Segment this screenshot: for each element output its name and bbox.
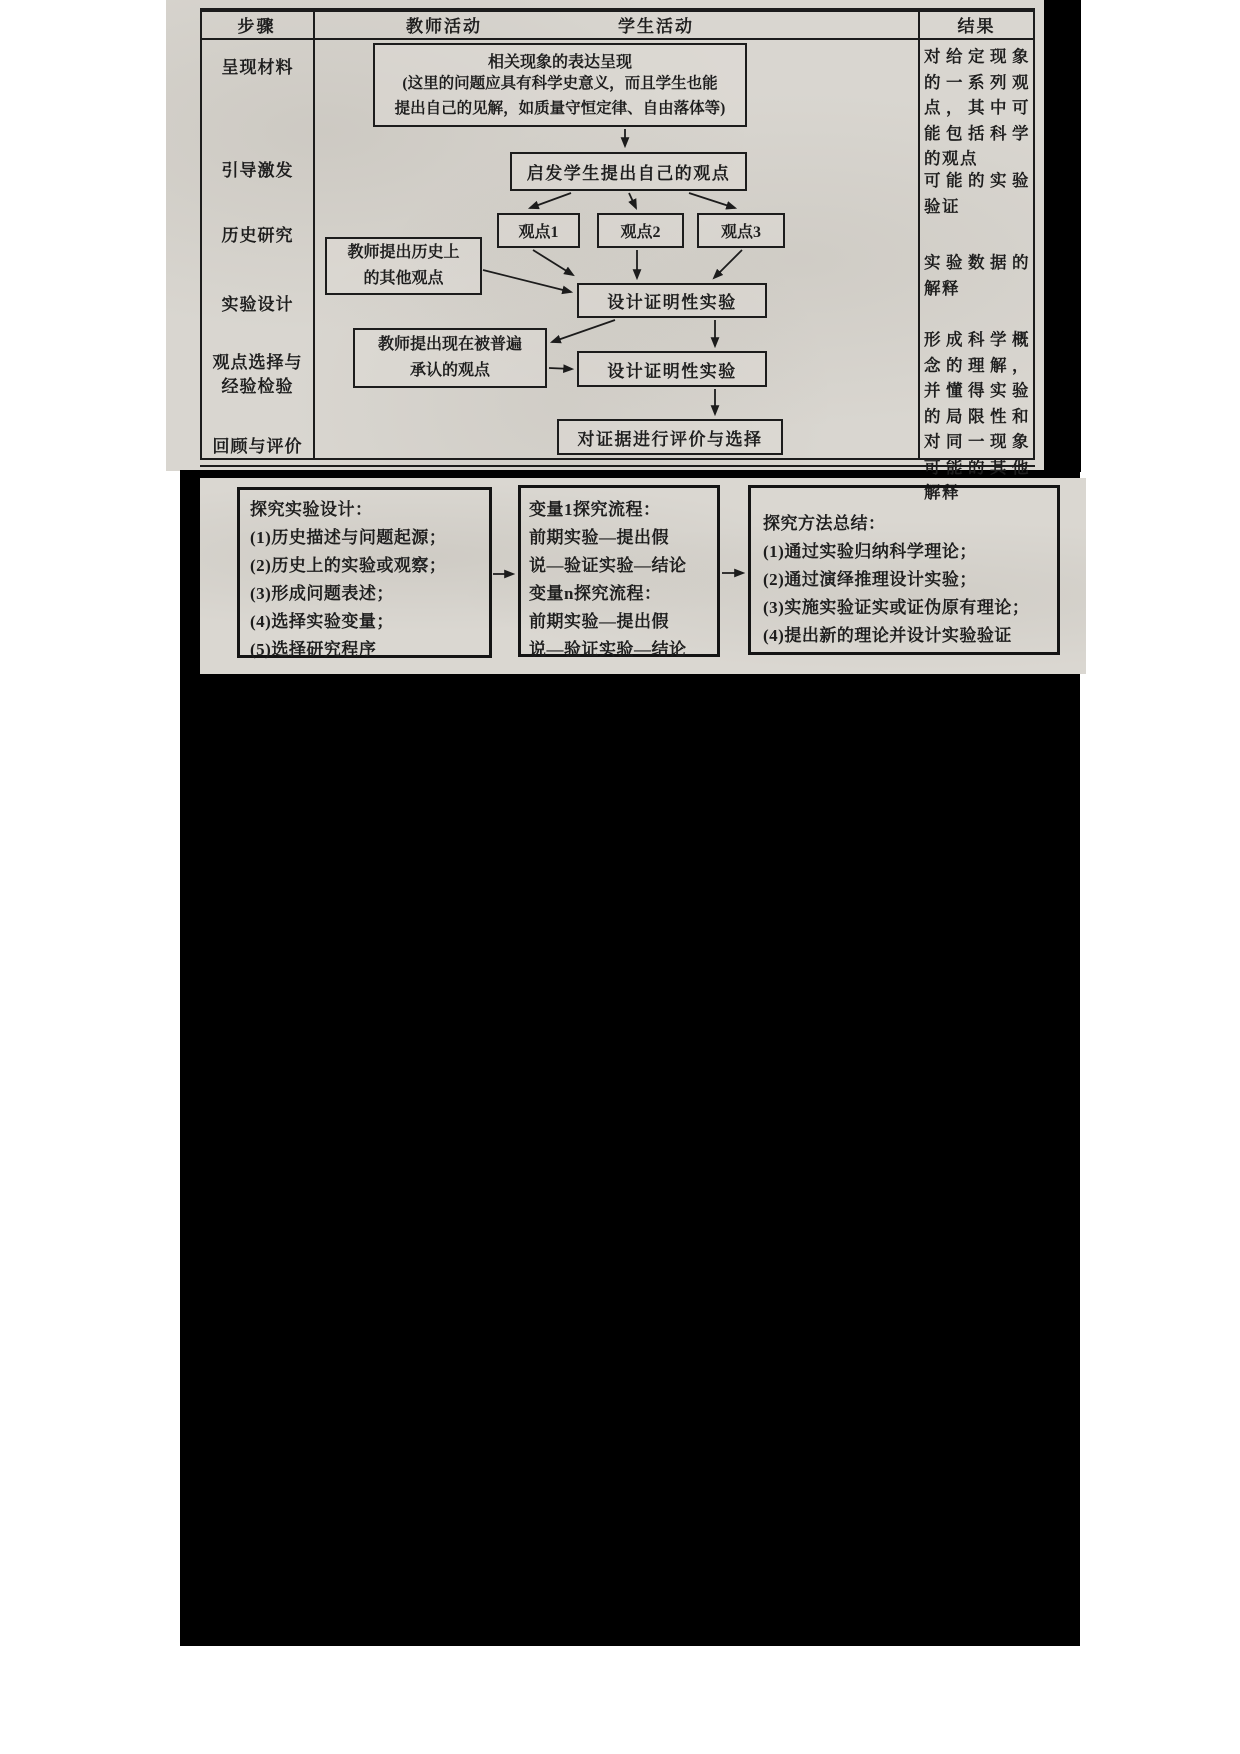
flow-box-inspire-views: 启发学生提出自己的观点 [510,152,747,191]
flow-box-teacher-current [353,328,547,388]
column-header-result: 结果 [957,16,996,36]
table-column-rule-right [918,10,920,460]
flow-box-teacher-history-line2: 的其他观点 [363,270,444,287]
flow-box-view3: 观点3 [697,213,785,248]
flow-box-teacher-current-line2: 承认的观点 [409,362,490,379]
scan-black-edge [1044,0,1081,472]
table-header-rule [202,38,1033,40]
flow-box-view1: 观点1 [497,213,580,248]
note-item: (1)通过实验归纳科学理论； [763,542,977,561]
flow-box-teacher-history [325,237,482,295]
column-header-teacher: 教师活动 [406,16,482,36]
step-label-view-selection-line1: 观点选择与 [212,353,303,372]
note-box-method-summary [748,485,1060,655]
note-box-variable-process-line: 说—验证实验—结论 [529,640,687,659]
note-box-variable-process-line: 说—验证实验—结论 [529,556,687,575]
step-label-present-material: 呈现材料 [221,58,294,77]
note-item: (1)历史描述与问题起源； [250,528,447,547]
step-label-review-evaluate: 回顾与评价 [212,437,303,456]
note-box-variable-process-line: 前期实验—提出假 [529,528,669,547]
flow-box-design-experiment-2: 设计证明性实验 [577,351,767,387]
step-label-guide-stimulate: 引导激发 [221,161,294,180]
step-label-history-research: 历史研究 [221,226,294,245]
note-box-variable-process [518,485,720,657]
step-label-experiment-design: 实验设计 [221,295,294,314]
note-item: (2)历史上的实验或观察； [250,556,447,575]
flow-box-phenomenon-line1: 相关现象的表达呈现 [487,54,632,72]
table-bottom-double-rule [200,465,1035,467]
note-item: (4)提出新的理论并设计实验验证 [763,626,1012,645]
note-box-inquiry-design [237,487,492,658]
flow-box-design-experiment-1: 设计证明性实验 [577,283,767,318]
result-text-verification: 可能的实验验证 [924,171,1030,216]
column-header-step: 步骤 [237,16,276,36]
note-box-variable-process-line: 前期实验—提出假 [529,612,669,631]
flow-box-phenomenon [373,43,747,127]
column-header-student: 学生活动 [618,16,694,36]
table-column-rule-left [313,10,315,460]
flow-box-phenomenon-line2: (这里的问题应具有科学史意义，而且学生也能 [402,75,718,93]
note-item: (2)通过演绎推理设计实验； [763,570,977,589]
flow-box-phenomenon-line3: 提出自己的见解，如质量守恒定律、自由落体等) [394,99,726,117]
note-item: (5)选择研究程序 [250,640,377,659]
note-box-variable-process-line: 变量n探究流程： [529,584,662,603]
result-text-views: 对给定现象的一系列观点，其中可能包括科学的观点 [924,47,1030,169]
result-text-concept: 形成科学概念的理解，并懂得实验的局限性和对同一现象可能的其他解释 [924,330,1030,503]
flow-box-teacher-current-line1: 教师提出现在被普遍 [377,335,522,353]
flow-box-evaluate-evidence: 对证据进行评价与选择 [557,419,783,455]
note-item: (3)形成问题表述； [250,584,394,603]
note-box-method-summary-title: 探究方法总结： [763,514,886,533]
step-label-view-selection-line2: 经验检验 [221,377,294,396]
flow-box-teacher-history-line1: 教师提出历史上 [347,243,460,261]
note-box-variable-process-line: 变量1探究流程： [529,500,661,519]
flow-box-view2: 观点2 [597,213,684,248]
note-item: (4)选择实验变量； [250,612,394,631]
note-item: (3)实施实验证实或证伪原有理论； [763,598,1030,617]
note-box-inquiry-design-title: 探究实验设计： [250,500,373,519]
result-text-data-interpretation: 实验数据的解释 [924,253,1030,298]
